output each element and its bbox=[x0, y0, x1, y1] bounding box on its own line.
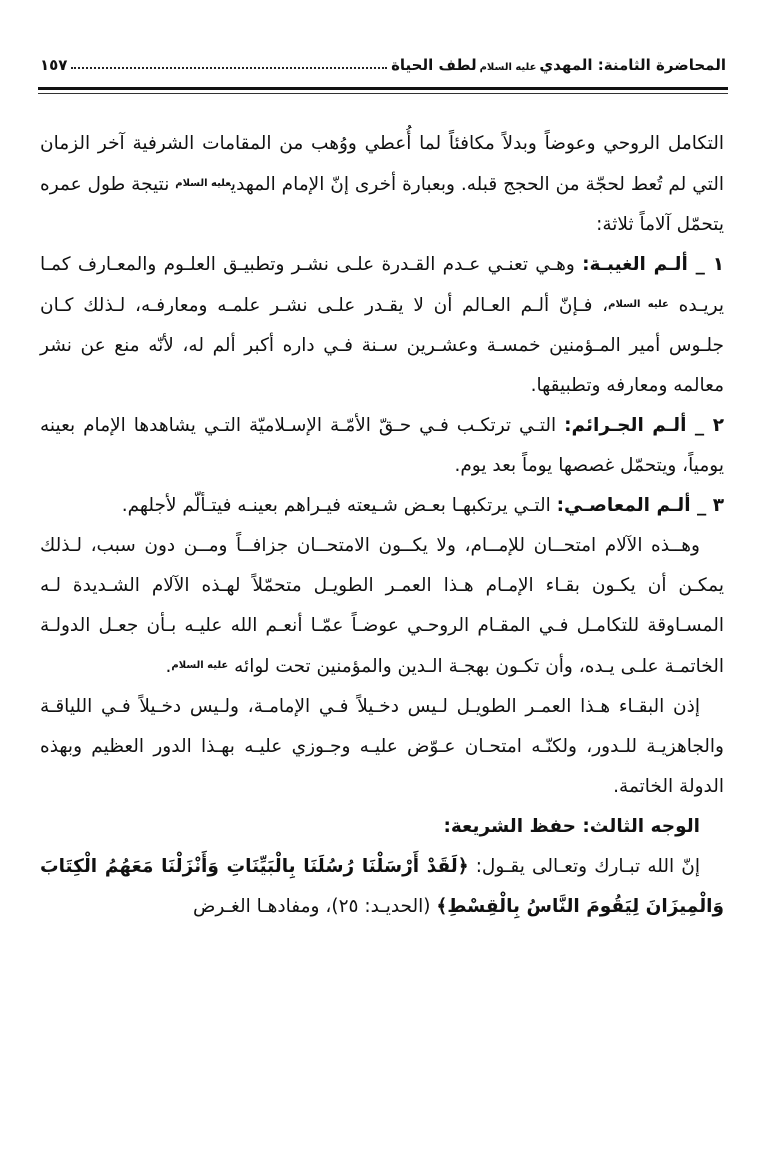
item-heading: ١ _ ألـم الغيبـة: bbox=[582, 254, 724, 275]
paragraph-7 bbox=[40, 847, 724, 927]
text: التكامل الروحي وعوضاً وبدلاً مكافئاً لما أُعطي ووُهب من المقامات الشرفية آخر الزمان التي لم تُعط لحجّة من الحجج قبله. وبعبارة أخرى إنّ الإمام المهدي bbox=[40, 133, 724, 195]
paragraph-6: إذن البقـاء هـذا العمـر الطويـل لـيس دخـيلاً فـي الإمامـة، ولـيس دخـيلاً فـي اللياقـة والجاهزيـة للـدور، ولكنّـه امتحـان عـوّض عليـه وجـوزي عليـه بهـذا الدور العظيم وبهذه الدولة الخاتمة. bbox=[40, 696, 724, 797]
paragraph-4 bbox=[40, 486, 724, 526]
honorific-glyph: عليه السلام bbox=[479, 62, 537, 73]
item-heading: ٢ _ ألـم الجـرائم: bbox=[564, 415, 724, 436]
header-rule-thick bbox=[38, 87, 728, 90]
quran-verse: ﴿لَقَدْ أَرْسَلْنَا رُسُلَنَا بِالْبَيِّنَاتِ وَأَنْزَلْنَا مَعَهُمُ الْكِتَابَ وَالْمِيزَانَ لِيَقُومَ النَّاسُ بِالْقِسْطِ﴾ bbox=[40, 856, 724, 917]
text: التـي يرتكبهـا بعـض شـيعته فيـراهم بعينـه فيتـألّم لأجلهم. bbox=[121, 495, 557, 516]
header-title: المحاضرة الثامنة: المهدي bbox=[539, 56, 726, 74]
paragraph-2 bbox=[40, 245, 724, 406]
heading-text: الوجه الثالث: حفظ الشريعة: bbox=[443, 816, 700, 837]
text: وهــذه الآلام امتحــان للإمــام، ولا يكــون الامتحــان جزافــاً ومــن دون سبب، لـذلك يمكـن أن يكـون بقـاء الإمـام هـذا العمـر الطويـل متحمّلاً لهـذه الآلام الشـديدة لـه المسـاوقة للتكامـل فـي المقـام الروحـي عوضـاً عمّـا أنعـم الله عليـه بـأن جعـل الدولـة الخاتمـة علـى يـده، وأن تكـون بهجـة الـدين والمؤمنين تحت لوائه bbox=[40, 535, 724, 677]
text: نتيجة طول عمره يتحمّل آلاماً ثلاثة: bbox=[40, 174, 724, 235]
running-header bbox=[40, 56, 726, 74]
paragraph-5 bbox=[40, 526, 724, 687]
text: وهـي تعنـي عـدم القـدرة علـى نشـر وتطبيـق العلـوم والمعـارف كمـا يريـده bbox=[40, 254, 724, 316]
text: (الحديـد: ٢٥)، ومفادهـا الغـرض bbox=[193, 896, 437, 917]
item-heading: ٣ _ ألـم المعاصـي: bbox=[556, 495, 724, 516]
text: التـي ترتكـب فـي حـقّ الأمّـة الإسـلاميّة التـي يشاهدها الإمام بعينه يومياً، ويتحمّل غصصها يوماً بعد يوم. bbox=[40, 415, 724, 476]
text: إنّ الله تبـارك وتعـالى يقـول: bbox=[468, 856, 700, 877]
page-body bbox=[40, 124, 724, 927]
honorific-glyph: عليه السلام bbox=[171, 660, 229, 671]
header-title-end: لطف الحياة bbox=[391, 56, 477, 74]
paragraph-1 bbox=[40, 124, 724, 245]
header-dot-leader bbox=[71, 66, 387, 69]
text: ، فـإنّ ألـم العـالم أن لا يقـدر علـى نشـر علمـه ومعارفـه، لـذلك كـان جلـوس أمير المـؤمنين خمسـة وعشـرين سـنة فـي داره أكبر ألم له، لأنّه منع عن نشر معالمه ومعارفه وتطبيقها. bbox=[40, 295, 724, 396]
section-heading bbox=[40, 807, 724, 847]
header-rule-thin bbox=[38, 93, 728, 94]
honorific-glyph: عليه السلام bbox=[608, 299, 669, 310]
honorific-glyph: عليه السلام bbox=[175, 178, 231, 189]
paragraph-3 bbox=[40, 406, 724, 486]
text: . bbox=[165, 656, 172, 677]
page-number: ١٥٧ bbox=[40, 56, 68, 74]
